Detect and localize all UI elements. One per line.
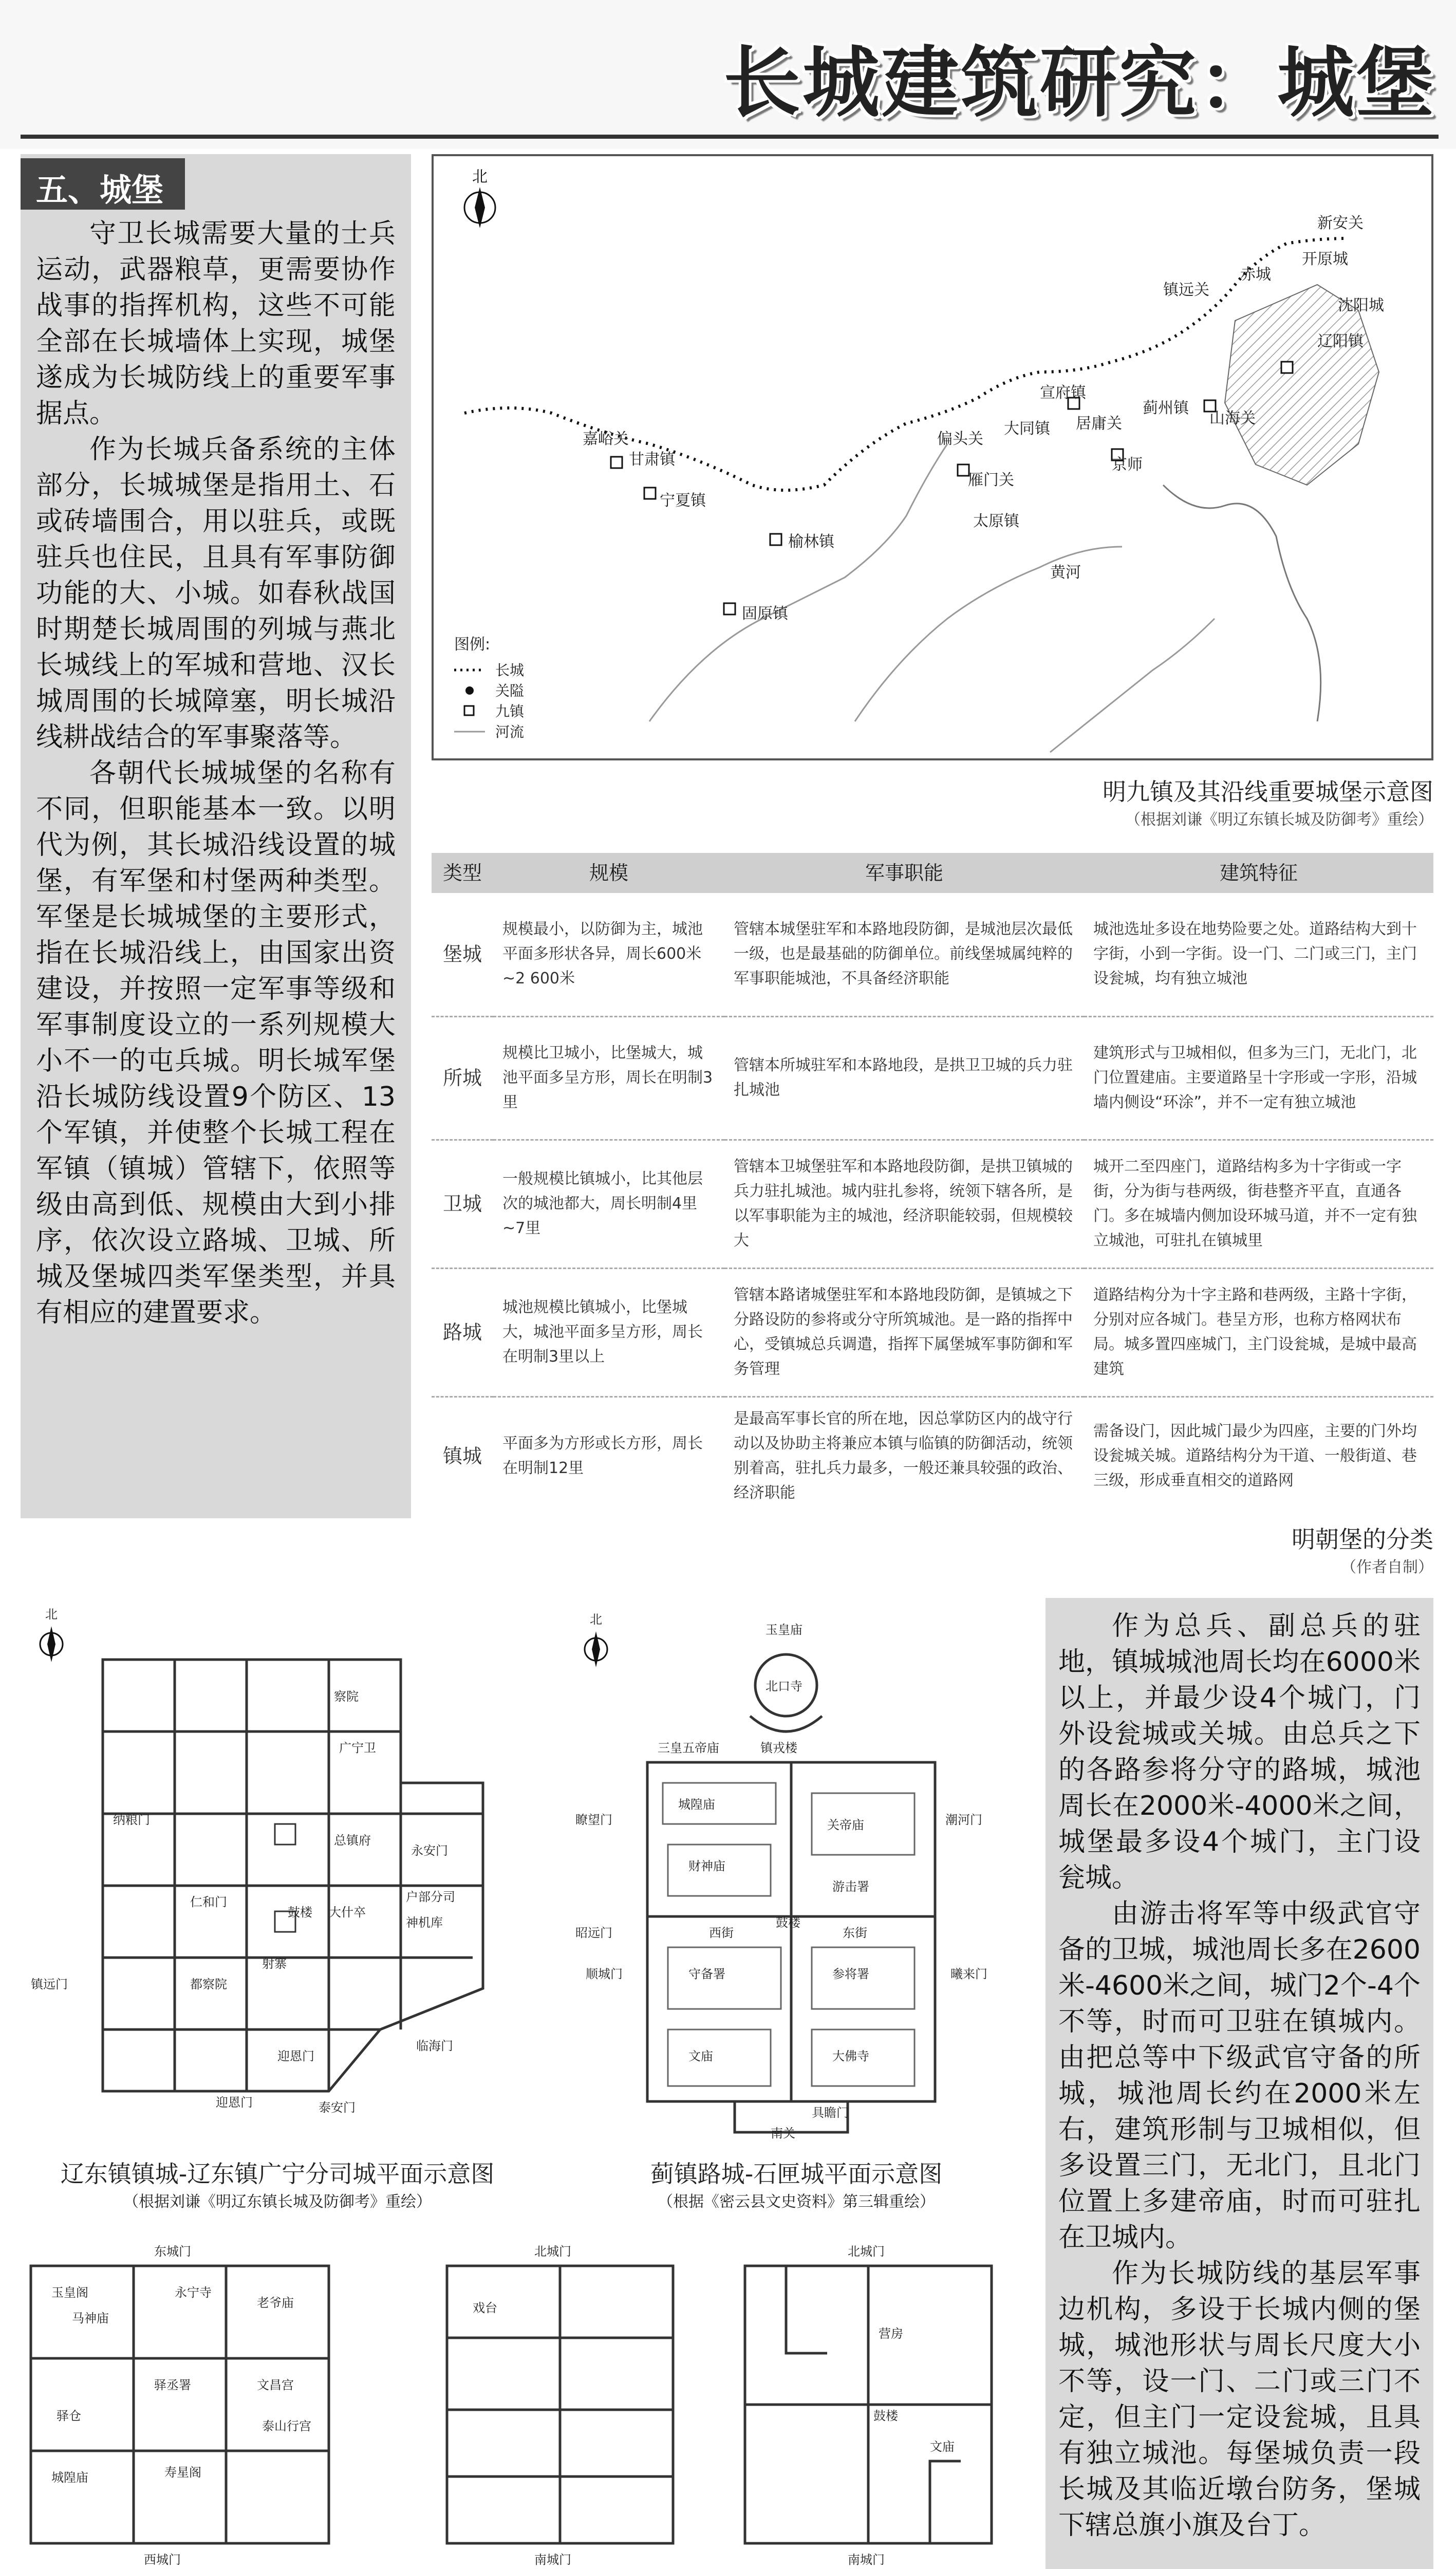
map-label: 蓟州镇 (1143, 399, 1189, 417)
plan-label: 戏台 (473, 2301, 497, 2315)
table-row (432, 1016, 1433, 1140)
plan-label: 南关 (771, 2126, 795, 2140)
plan-label: 曦来门 (950, 1967, 987, 1981)
map-label: 榆林镇 (788, 533, 834, 551)
map-label: 固原镇 (742, 605, 788, 623)
plan-label: 鼓楼 (288, 1905, 312, 1920)
plan-label: 北城门 (848, 2244, 885, 2259)
legend-item: 九镇 (495, 703, 525, 720)
table-cell: 建筑形式与卫城相似，但多为三门，无北门，北门位置建庙。主要道路呈十字形或一字形，沿城墙内侧设“环涂”，并不一定有独立城池 (1084, 1016, 1433, 1140)
map-source: （根据刘谦《明辽东镇长城及防御考》重绘） (1125, 811, 1433, 829)
map-label: 新安关 (1317, 214, 1364, 232)
plan-label: 泰山行宫 (262, 2419, 311, 2433)
map-label: 宁夏镇 (660, 492, 706, 510)
map-label: 辽阳镇 (1317, 332, 1364, 350)
legend-title: 图例: (454, 636, 491, 654)
plan-label: 北城门 (534, 2244, 571, 2259)
river-2 (1050, 619, 1215, 752)
plan-label: 永宁寺 (175, 2285, 212, 2300)
plan-label: 玉皇阁 (51, 2285, 88, 2300)
table-cell: 堡城 (442, 943, 482, 966)
map-label: 偏头关 (937, 430, 983, 448)
right-paragraph-3: 作为长城防线的基层军事边机构，多设于长城内侧的堡城，城池形状与周长尺度大小不等，设一门、二门或三门不定，但主门一定设瓮城，且具有独立城池。每堡城负责一段长城及其临近墩台防务，堡城下辖总旗小旗及台丁。 (1058, 2258, 1421, 2541)
plan-label: 泰安门 (319, 2100, 356, 2115)
plan-label: 神机库 (406, 1915, 443, 1930)
plan-label: 永安门 (411, 1844, 448, 1858)
plan-label: 临海门 (416, 2039, 453, 2053)
legend-item: 关隘 (495, 682, 525, 699)
plan-label: 西街 (709, 1926, 734, 1940)
table-header-type: 类型 (432, 853, 493, 893)
table-row (432, 1397, 1433, 1515)
plan-label: 文昌宫 (257, 2378, 294, 2392)
river-1 (855, 547, 1122, 721)
table-header-feature: 建筑特征 (1084, 853, 1433, 893)
title-divider (21, 135, 1439, 139)
yellow-river (649, 444, 947, 721)
table-cell: 规模比卫城小，比堡城大，城池平面多呈方形，周长在明制3里 (493, 1016, 724, 1140)
north-arrow (40, 1626, 63, 1662)
map-label: 大同镇 (1004, 420, 1050, 438)
plan1-source: （根据刘谦《明辽东镇长城及防御考》重绘） (123, 2193, 432, 2211)
plan-label: 营房 (879, 2326, 903, 2341)
plan-label: 迎恩门 (216, 2095, 253, 2110)
plan-jiming-drawing (21, 2235, 339, 2569)
nine-garrisons-map (432, 154, 1433, 760)
plan-jiming (21, 2235, 339, 2569)
map-label: 京师 (1112, 456, 1143, 474)
left-text-block (36, 216, 396, 1331)
plan-label: 北口寺 (766, 1679, 802, 1693)
plan-label: 关帝庙 (827, 1818, 864, 1832)
plan-label: 文庙 (688, 2049, 713, 2063)
map-label: 镇远关 (1163, 281, 1209, 299)
plan-label: 总镇府 (334, 1833, 371, 1848)
left-paragraph-3: 各朝代长城城堡的名称有不同，但职能基本一致。以明代为例，其长城沿线设置的城堡，有军堡和村堡两种类型。军堡是长城城堡的主要形式，指在长城沿线上，由国家出资建设，并按照一定军事等级和军事制度设立的一系列规模大小不一的屯兵城。明长城军堡沿长城防线设置9个防区、13个军镇，并使整个长城工程在军镇（镇城）管辖下，依照等级由高到低、规模由大到小排序，依次设立路城、卫城、所城及堡城四类军堡类型，并具有相应的建置要求。 (36, 758, 396, 1328)
plan-label: 北 (590, 1612, 602, 1627)
plan-label: 南城门 (534, 2553, 571, 2567)
plan-label: 南城门 (848, 2553, 885, 2567)
plan-label: 西城门 (144, 2553, 181, 2567)
plan-label: 大佛寺 (832, 2049, 869, 2063)
table-cell: 一般规模比镇城小，比其他层次的城池都大，周长明制4里~7里 (493, 1140, 724, 1268)
map-caption: 明九镇及其沿线重要城堡示意图 (1103, 778, 1433, 806)
plan-label: 鼓楼 (873, 2409, 898, 2423)
plan-label: 瞭望门 (575, 1813, 612, 1827)
plan-label: 城隍庙 (678, 1797, 715, 1812)
map-label: 沈阳城 (1338, 296, 1384, 314)
plan2-source: （根据《密云县文史资料》第三辑重绘） (658, 2193, 935, 2211)
plan-label: 参将署 (832, 1967, 869, 1981)
plan2-caption: 蓟镇路城-石匣城平面示意图 (650, 2160, 943, 2188)
plan-shenmu-drawing (714, 2235, 1022, 2569)
plan-label: 老爷庙 (257, 2296, 294, 2310)
table-cell: 城开二至四座门，道路结构多为十字街或一字街，分为街与巷两级，街巷整齐平直，直通各门。多在城墙内侧加设环城马道，并不一定有独立城池，可驻扎在镇城里 (1084, 1140, 1433, 1268)
map-label: 赤城 (1240, 266, 1271, 284)
plan-qingquan (432, 2235, 688, 2569)
table-header-row (432, 853, 1433, 893)
table-cell: 规模最小，以防御为主，城池平面多形状各异，周长600米~2 600米 (502, 920, 703, 988)
plan-label: 射寨 (262, 1957, 287, 1971)
table-cell: 路城 (432, 1268, 493, 1397)
map-label: 山海关 (1209, 409, 1256, 427)
map-label: 宣府镇 (1040, 384, 1086, 402)
plan-label: 财神庙 (688, 1859, 725, 1873)
plan-label: 驿仓 (57, 2409, 81, 2423)
plan-qingquan-drawing (432, 2235, 688, 2569)
plan-label: 镇远门 (31, 1977, 68, 1991)
table-cell: 管辖本所城驻军和本路地段，是拱卫卫城的兵力驻扎城池 (724, 1016, 1084, 1140)
plan-label: 游击署 (832, 1879, 869, 1894)
coastline (1163, 485, 1321, 721)
left-paragraph-2: 作为长城兵备系统的主体部分，长城城堡是指用土、石或砖墙围合，用以驻兵，或既驻兵也住民，且具有军事防御功能的大、小城。如春秋战国时期楚长城周围的列城与燕北长城线上的军城和营地、汉长城周围的长城障塞，明长城沿线耕战结合的军事聚落等。 (36, 434, 396, 753)
hatched-region (1225, 285, 1379, 485)
map-label: 嘉峪关 (583, 430, 629, 448)
plan-label: 仁和门 (190, 1895, 227, 1909)
plan-label: 马神庙 (72, 2311, 109, 2325)
section-tag: 五、城堡 (21, 158, 185, 210)
plan-label: 北 (45, 1607, 58, 1622)
table-cell: 城池规模比镇城小，比堡城大，城池平面多呈方形，周长在明制3里以上 (493, 1268, 724, 1397)
plan-shixia-drawing (555, 1598, 1038, 2143)
table-header-function: 军事职能 (724, 853, 1084, 893)
map-label: 太原镇 (973, 512, 1019, 530)
plan-label: 大什卒 (329, 1905, 366, 1920)
map-drawing (434, 156, 1431, 758)
plan-label: 东街 (843, 1926, 867, 1940)
plan-label: 驿丞署 (154, 2378, 191, 2392)
north-label: 北 (472, 168, 488, 186)
plan-label: 三皇五帝庙 (658, 1741, 719, 1755)
plan-label: 昭远门 (575, 1926, 612, 1940)
plan-label: 都察院 (190, 1977, 227, 1991)
legend-item: 长城 (495, 662, 525, 679)
table-cell: 城池选址多设在地势险要之处。道路结构大到十字街，小到一字街。设一门、二门或三门，主门设瓮城，均有独立城池 (1093, 920, 1417, 988)
table-cell: 管辖本路诸城堡驻军和本路地段防御，是镇城之下分路设防的参将或分守所筑城池。是一路的指挥中心，受镇城总兵调遣，指挥下属堡城军事防御和军务管理 (724, 1268, 1084, 1397)
table-cell: 需备设门，因此城门最少为四座，主要的门外均设瓮城关城。道路结构分为干道、一般街道、巷三级，形成垂直相交的道路网 (1084, 1397, 1433, 1515)
table-cell: 管辖本卫城堡驻军和本路地段防御，是拱卫镇城的兵力驻扎城池。城内驻扎参将，统领下辖各所，是以军事职能为主的城池，经济职能较弱，但规模较大 (724, 1140, 1084, 1268)
plan-label: 广宁卫 (339, 1741, 376, 1755)
table-row (432, 1268, 1433, 1397)
north-arrow (585, 1631, 607, 1667)
table-caption: 明朝堡的分类 (1292, 1525, 1433, 1553)
plan-label: 城隍庙 (51, 2470, 88, 2485)
map-label: 黄河 (1050, 564, 1081, 582)
plan-liaodong-drawing (21, 1598, 534, 2143)
plan-label: 察院 (334, 1689, 359, 1704)
plan-label: 纳粮门 (113, 1813, 150, 1827)
great-wall-line (464, 238, 1348, 490)
table-row (432, 893, 1433, 1016)
left-paragraph-1: 守卫长城需要大量的士兵运动，武器粮草，更需要协作战事的指挥机构，这些不可能全部在长城墙体上实现，城堡遂成为长城防线上的重要军事据点。 (36, 218, 396, 429)
plan-label: 东城门 (154, 2244, 191, 2259)
right-paragraph-2: 由游击将军等中级武官守备的卫城，城池周长多在2600米-4600米之间，城门2个-4个不等，时而可卫驻在镇城内。由把总等中下级武官守备的所城，城池周长约在2000米左右，建筑形制与卫城相似，但多设置三门，无北门，且北门位置上多建帝庙，时而可驻扎在卫城内。 (1058, 1898, 1421, 2253)
plan-label: 具瞻门 (812, 2106, 849, 2120)
plan-label: 户部分司 (406, 1890, 455, 1904)
plan-label: 寿星阁 (164, 2465, 201, 2480)
plan-label: 守备署 (688, 1967, 725, 1981)
table-cell: 卫城 (432, 1140, 493, 1268)
plan-label: 镇戎楼 (760, 1741, 797, 1755)
plan-label: 鼓楼 (776, 1915, 800, 1930)
north-arrow (464, 187, 495, 228)
plan-shixia (555, 1598, 1038, 2143)
legend-item: 河流 (495, 723, 525, 740)
table-cell: 平面多为方形或长方形，周长在明制12里 (493, 1397, 724, 1515)
page-title: 长城建筑研究：城堡 (723, 39, 1435, 128)
table-row (432, 1140, 1433, 1268)
map-legend (454, 636, 525, 740)
map-label: 甘肃镇 (629, 451, 675, 469)
plan-label: 文庙 (930, 2440, 955, 2454)
city-markers (611, 362, 1293, 615)
map-label: 居庸关 (1076, 415, 1122, 433)
plan-label: 玉皇庙 (766, 1623, 802, 1637)
right-paragraph-1: 作为总兵、副总兵的驻地，镇城城池周长均在6000米以上，并最少设4个城门，门外设瓮城或关城。由总兵之下的各路参将分守的路城，城池周长在2000米-4000米之间，城堡最多设4个城门，主门设瓮城。 (1058, 1611, 1421, 1893)
table-cell: 是最高军事长官的所在地，因总掌防区内的战守行动以及协助主将兼应本镇与临镇的防御活动，统领别着高，驻扎兵力最多，一般还兼具较强的政治、经济职能 (724, 1397, 1084, 1515)
garrison-classification-table (432, 853, 1433, 1515)
plan-label: 潮河门 (945, 1813, 982, 1827)
map-label: 开原城 (1302, 250, 1348, 268)
table-cell: 镇城 (432, 1397, 493, 1515)
plan-liaodong (21, 1598, 534, 2143)
table-cell: 管辖本城堡驻军和本路地段防御，是城池层次最低一级，也是最基础的防御单位。前线堡城属纯粹的军事职能城池，不具备经济职能 (734, 920, 1073, 988)
map-label: 雁门关 (968, 471, 1014, 489)
table-source: （作者自制） (1341, 1558, 1433, 1576)
plan1-caption: 辽东镇镇城-辽东镇广宁分司城平面示意图 (60, 2160, 495, 2188)
table-cell: 道路结构分为十字主路和巷两级，主路十字街，分别对应各城门。巷呈方形，也称方格网状布局。城多置四座城门，主门设瓮城，是城中最高建筑 (1084, 1268, 1433, 1397)
plan-label: 迎恩门 (277, 2049, 314, 2063)
plan-label: 顺城门 (586, 1967, 623, 1981)
table-header-scale: 规模 (493, 853, 724, 893)
plan-shenmu (714, 2235, 1022, 2569)
right-text-block (1058, 1608, 1421, 2543)
table-cell: 所城 (432, 1016, 493, 1140)
